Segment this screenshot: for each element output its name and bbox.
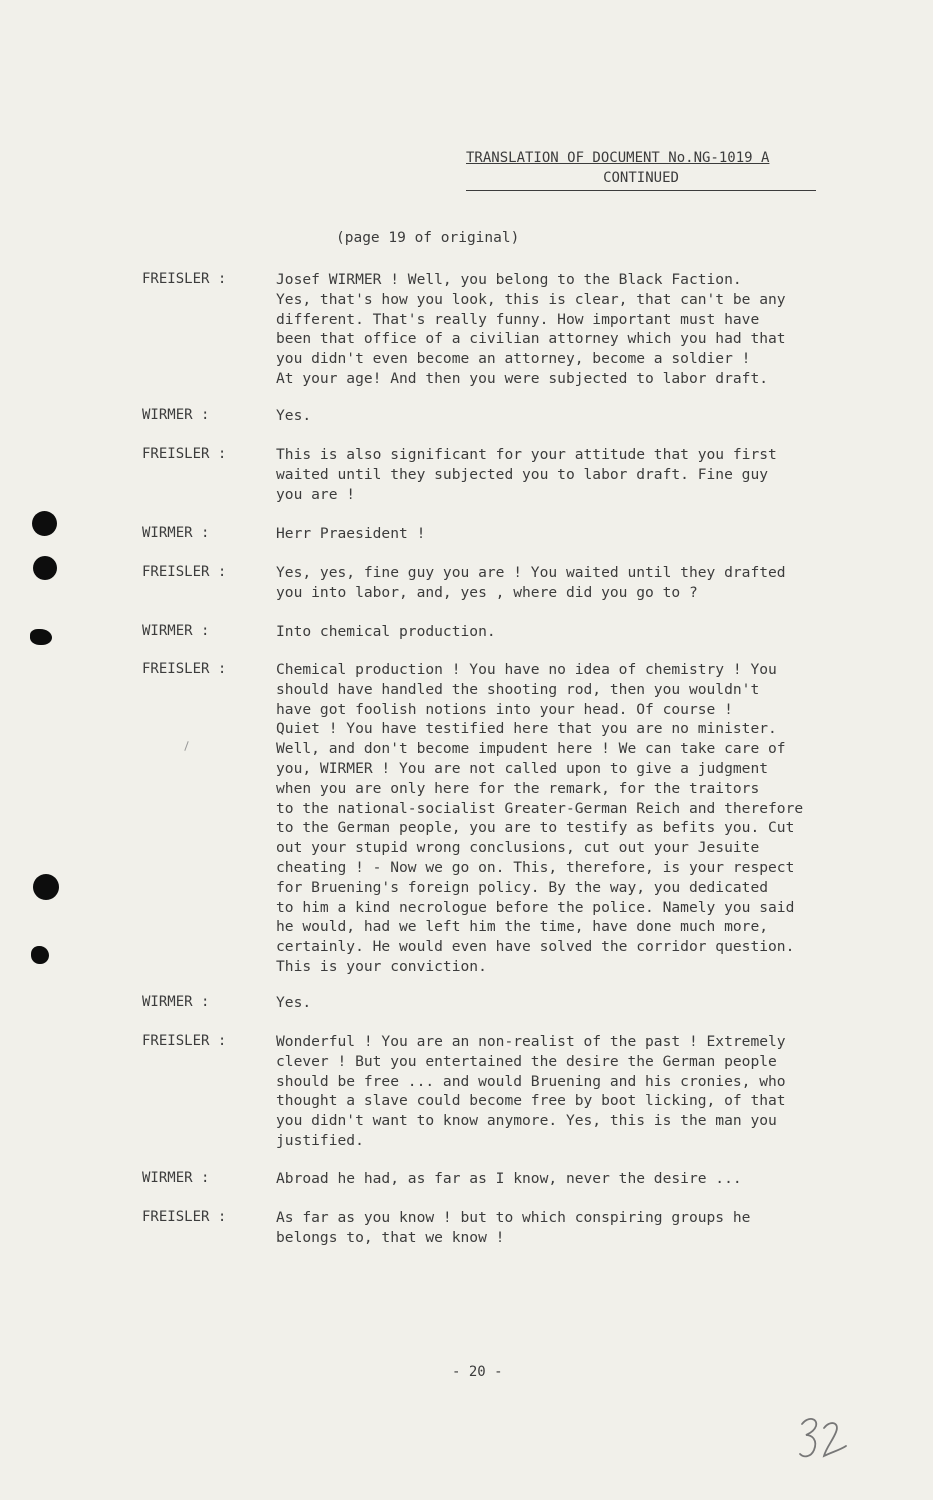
speaker-label: WIRMER :: [142, 407, 210, 423]
speaker-label: FREISLER :: [142, 1033, 227, 1049]
speech-line: At your age! And then you were subjected to labor draft.: [276, 369, 769, 387]
document-title: TRANSLATION OF DOCUMENT No.NG-1019 A: [466, 150, 770, 166]
speech-text: [276, 270, 876, 389]
speech-line: justified.: [276, 1131, 364, 1149]
speech-line: you are !: [276, 485, 356, 503]
ink-blot: [30, 629, 52, 645]
document-header: [466, 148, 816, 191]
speaker-label: WIRMER :: [142, 994, 210, 1010]
speaker-label: FREISLER :: [142, 271, 227, 287]
speech-line: Chemical production ! You have no idea of chemistry ! You: [276, 661, 777, 678]
speaker-label: FREISLER :: [142, 564, 227, 580]
speaker-label: FREISLER :: [142, 1209, 227, 1225]
speech-line: As far as you know ! but to which conspiring groups he: [276, 1209, 751, 1226]
speech-line: should have handled the shooting rod, then you wouldn't: [276, 680, 760, 698]
speech-line: different. That's really funny. How important must have: [276, 310, 760, 328]
margin-mark: [184, 741, 188, 751]
speech-line: Yes.: [276, 407, 312, 424]
speech-line: to the national-socialist Greater-German Reich and therefore: [276, 799, 804, 817]
speech-line: you, WIRMER ! You are not called upon to give a judgment: [276, 759, 769, 777]
punch-hole: [33, 874, 59, 900]
speech-line: been that office of a civilian attorney which you had that: [276, 330, 786, 348]
speech-line: Abroad he had, as far as I know, never the desire ...: [276, 1170, 742, 1187]
speech-line: when you are only here for the remark, for the traitors: [276, 779, 760, 797]
punch-hole: [32, 511, 57, 536]
speech-line: certainly. He would even have solved the corridor question.: [276, 938, 795, 956]
speech-text: [276, 1208, 876, 1248]
speech-line: to him a kind necrologue before the police. Namely you said: [276, 898, 795, 916]
speech-line: Wonderful ! You are an non-realist of the past ! Extremely: [276, 1033, 786, 1050]
speech-line: should be free ... and would Bruening and his cronies, who: [276, 1072, 786, 1090]
speech-line: cheating ! - Now we go on. This, therefore, is your respect: [276, 858, 795, 876]
speech-text: [276, 406, 876, 426]
speaker-label: WIRMER :: [142, 525, 210, 541]
speech-line: thought a slave could become free by boot licking, of that: [276, 1092, 786, 1110]
ink-blot: [31, 946, 49, 964]
speech-line: waited until they subjected you to labor draft. Fine guy: [276, 465, 769, 483]
speaker-label: WIRMER :: [142, 623, 210, 639]
page-number: - 20 -: [452, 1364, 503, 1380]
speech-line: to the German people, you are to testify as befits you. Cut: [276, 819, 795, 837]
speech-line: This is your conviction.: [276, 957, 487, 975]
speech-line: Into chemical production.: [276, 623, 496, 640]
speech-line: you didn't want to know anymore. Yes, this is the man you: [276, 1112, 777, 1130]
speaker-label: FREISLER :: [142, 661, 227, 677]
speech-line: out your stupid wrong conclusions, cut out your Jesuite: [276, 839, 760, 857]
punch-hole: [33, 556, 57, 580]
speech-line: Josef WIRMER ! Well, you belong to the Black Faction.: [276, 271, 742, 288]
speech-line: for Bruening's foreign policy. By the way, you dedicated: [276, 878, 769, 896]
speech-text: [276, 563, 876, 603]
speech-text: [276, 445, 876, 504]
speaker-label: WIRMER :: [142, 1170, 210, 1186]
speech-text: [276, 524, 876, 544]
speech-line: Yes, that's how you look, this is clear, that can't be any: [276, 290, 786, 308]
speech-line: you into labor, and, yes , where did you go to ?: [276, 583, 698, 601]
original-page-reference: (page 19 of original): [336, 230, 520, 246]
document-subtitle: CONTINUED: [466, 168, 816, 191]
speech-line: Quiet ! You have testified here that you are no minister.: [276, 720, 777, 738]
speech-text: [276, 660, 876, 977]
speech-line: Herr Praesident !: [276, 525, 426, 542]
speech-text: [276, 1169, 876, 1189]
speech-line: you didn't even become an attorney, become a soldier !: [276, 350, 751, 368]
speech-line: Well, and don't become impudent here ! We can take care of: [276, 740, 786, 758]
speech-line: clever ! But you entertained the desire the German people: [276, 1052, 777, 1070]
speech-line: belongs to, that we know !: [276, 1228, 505, 1246]
speaker-label: FREISLER :: [142, 446, 227, 462]
speech-line: Yes.: [276, 994, 312, 1011]
speech-line: he would, had we left him the time, have done much more,: [276, 918, 769, 936]
speech-line: have got foolish notions into your head. Of course !: [276, 700, 733, 718]
speech-line: Yes, yes, fine guy you are ! You waited until they drafted: [276, 564, 786, 581]
handwritten-page-number-icon: [796, 1410, 852, 1466]
speech-text: [276, 993, 876, 1013]
speech-text: [276, 1032, 876, 1151]
speech-text: [276, 622, 876, 642]
speech-line: This is also significant for your attitude that you first: [276, 446, 777, 463]
